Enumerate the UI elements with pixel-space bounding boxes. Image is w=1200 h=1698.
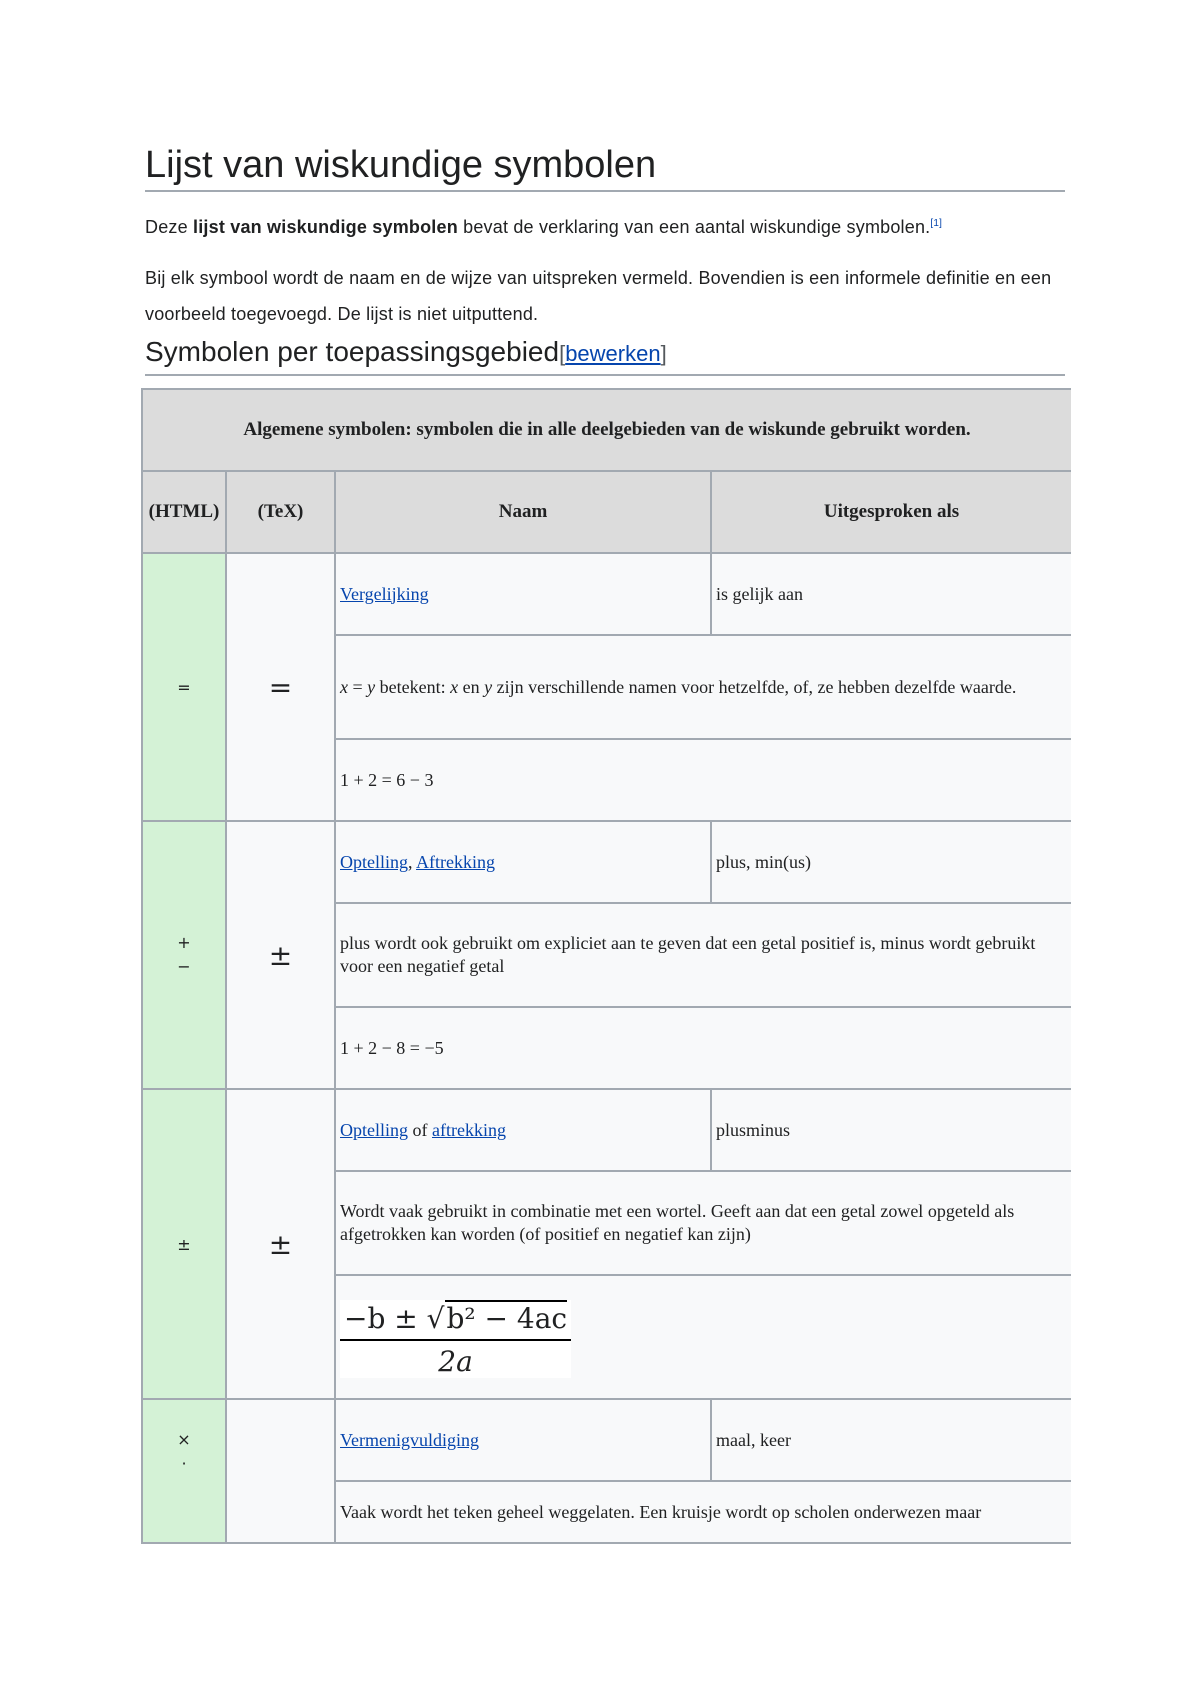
section-heading xyxy=(145,334,1065,376)
description-paragraph: Bij elk symbool wordt de naam en de wijze van uitspreken vermeld. Bovendien is een informele definitie en een voorbeeld toegevoegd. De lijst is niet uitputtend. xyxy=(145,268,1052,324)
spoken-cell: plus, min(us) xyxy=(711,821,1071,903)
name-link[interactable]: Vergelijking xyxy=(340,583,429,604)
math-var: x xyxy=(450,676,459,697)
name-cell xyxy=(335,821,711,903)
symbol-bottom: − xyxy=(177,957,191,976)
formula-radicand: b² − 4ac xyxy=(446,1302,568,1335)
desc-text: en xyxy=(458,676,485,697)
html-symbol-cell xyxy=(142,821,226,1089)
formula-numerator xyxy=(340,1300,571,1341)
quadratic-formula xyxy=(340,1300,571,1378)
spoken-cell: is gelijk aan xyxy=(711,553,1071,635)
symbol-top: × xyxy=(177,1430,191,1449)
html-symbol-cell: ± xyxy=(142,1089,226,1399)
section-title: Symbolen per toepassingsgebied xyxy=(145,336,560,367)
html-symbol-cell: = xyxy=(142,553,226,821)
example-cell: 1 + 2 − 8 = −5 xyxy=(335,1007,1071,1089)
description-cell: Wordt vaak gebruikt in combinatie met een wortel. Geeft aan dat een getal zowel opgeteld als afgetrokken kan worden (of positief en negatief kan zijn) xyxy=(335,1171,1071,1275)
tex-symbol-cell xyxy=(226,1399,335,1543)
name-link[interactable]: Aftrekking xyxy=(416,851,495,872)
symbols-table-wrapper xyxy=(141,388,1071,1560)
symbols-table xyxy=(141,388,1071,1544)
desc-text: zijn verschillende namen voor hetzelfde, of, ze hebben dezelfde waarde. xyxy=(492,676,1017,697)
header-tex: (TeX) xyxy=(226,471,335,553)
formula-denominator: 2a xyxy=(438,1345,473,1378)
symbol-top: + xyxy=(177,933,191,952)
header-uitgesproken: Uitgesproken als xyxy=(711,471,1071,553)
table-row xyxy=(142,1089,1071,1171)
name-cell xyxy=(335,1089,711,1171)
symbol-bottom: · xyxy=(181,1454,187,1473)
description-cell: Vaak wordt het teken geheel weggelaten. Een kruisje wordt op scholen onderwezen maar xyxy=(335,1481,1071,1543)
header-naam: Naam xyxy=(335,471,711,553)
description-cell: plus wordt ook gebruikt om expliciet aan te geven dat een getal positief is, minus wordt gebruikt voor een negatief getal xyxy=(335,903,1071,1007)
example-cell: 1 + 2 = 6 − 3 xyxy=(335,739,1071,821)
spoken-cell: plusminus xyxy=(711,1089,1071,1171)
table-caption: Algemene symbolen: symbolen die in alle deelgebieden van de wiskunde gebruikt worden. xyxy=(142,389,1071,471)
edit-bracket-open: [ xyxy=(559,341,566,366)
spoken-cell: maal, keer xyxy=(711,1399,1071,1481)
tex-symbol-cell: ± xyxy=(226,1089,335,1399)
reference-link[interactable]: [1] xyxy=(930,218,943,229)
math-var: x xyxy=(340,676,348,697)
name-link[interactable]: Optelling xyxy=(340,1119,408,1140)
table-row xyxy=(142,553,1071,635)
intro-bold: lijst van wiskundige symbolen xyxy=(193,217,458,237)
name-link[interactable]: Optelling xyxy=(340,851,408,872)
name-cell xyxy=(335,553,711,635)
table-row xyxy=(142,821,1071,903)
name-separator: of xyxy=(408,1119,432,1140)
edit-bracket-close: ] xyxy=(660,341,667,366)
name-link[interactable]: aftrekking xyxy=(432,1119,506,1140)
name-separator: , xyxy=(408,851,417,872)
html-symbol-cell xyxy=(142,1399,226,1543)
example-cell xyxy=(335,1275,1071,1399)
desc-text: betekent: xyxy=(375,676,451,697)
tex-symbol-cell: = xyxy=(226,553,335,821)
tex-symbol-cell: ± xyxy=(226,821,335,1089)
math-var: y xyxy=(484,676,493,697)
header-html: (HTML) xyxy=(142,471,226,553)
formula-part: −b ± xyxy=(344,1302,427,1335)
math-op: = xyxy=(348,676,368,697)
description-cell xyxy=(335,635,1071,739)
edit-link[interactable]: bewerken xyxy=(565,341,661,366)
intro-paragraph xyxy=(145,212,1065,239)
math-var: y xyxy=(367,676,376,697)
sqrt-icon: √ xyxy=(426,1302,445,1335)
name-cell xyxy=(335,1399,711,1481)
table-row xyxy=(142,1399,1071,1481)
name-link[interactable]: Vermenigvuldiging xyxy=(340,1429,479,1450)
page-title: Lijst van wiskundige symbolen xyxy=(145,142,1065,192)
edit-section xyxy=(559,341,667,366)
intro-prefix: Deze xyxy=(145,217,194,237)
intro-suffix: bevat de verklaring van een aantal wiskundige symbolen. xyxy=(457,217,931,237)
